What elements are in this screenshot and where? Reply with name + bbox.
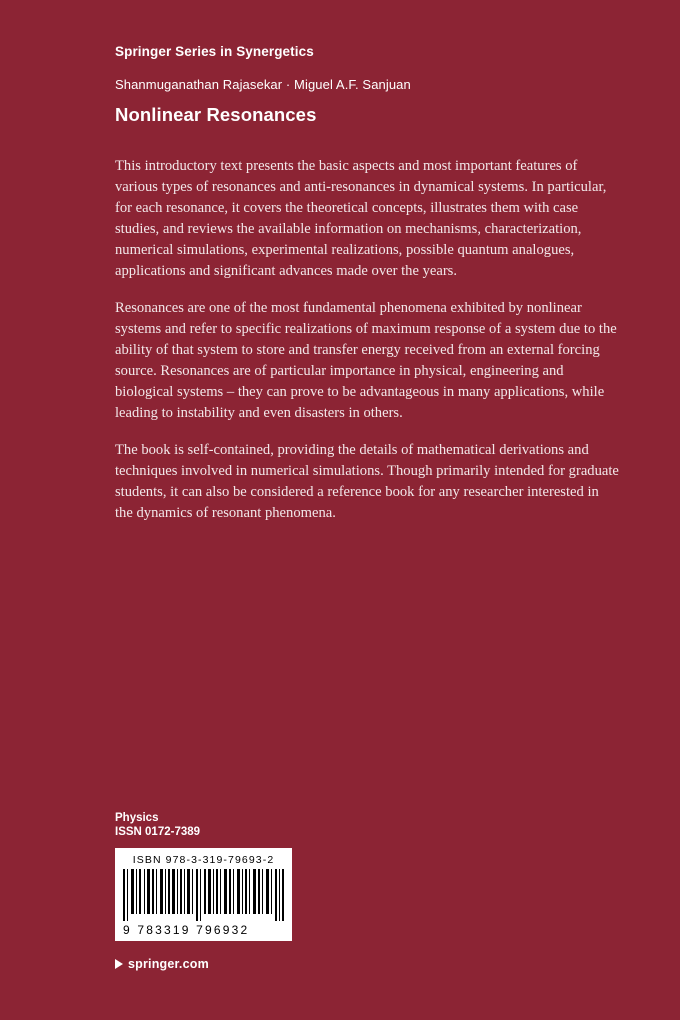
barcode	[115, 848, 292, 941]
cover-content	[115, 44, 620, 524]
subject-label: Physics	[115, 812, 159, 824]
publisher-line	[115, 957, 620, 971]
blurb-paragraph: Resonances are one of the most fundamental phenomena exhibited by nonlinear systems and refer to specific realizations of maximum response of a system due to the ability of that system to store and transfer energy received from an external forcing source. Resonances are of particular importance in physical, engineering and biological systems – they can prove to be advantageous in many applications, while leading to instability and even disasters in others.	[115, 300, 617, 421]
isbn-text: ISBN 978-3-319-79693-2	[132, 854, 275, 866]
cover-footer	[115, 812, 620, 971]
page-title: Nonlinear Resonances	[115, 104, 317, 125]
series-title: Springer Series in Synergetics	[115, 44, 314, 59]
authors: Shanmuganathan Rajasekar · Miguel A.F. Sanjuan	[115, 77, 411, 92]
blurb	[115, 156, 620, 524]
triangle-right-icon	[115, 959, 123, 969]
publisher-url: springer.com	[128, 957, 209, 971]
barcode-bars-icon	[121, 869, 286, 921]
blurb-paragraph: This introductory text presents the basic aspects and most important features of various types of resonances and anti-resonances in dynamical systems. In particular, for each resonance, it covers the theoretical concepts, illustrates them with case studies, and reviews the available information on mechanisms, characterization, numerical simulations, experimental realizations, possible quantum analogues, applications and significant advances made over the years.	[115, 158, 607, 279]
barcode-digits: 9 783319 796932	[123, 923, 250, 937]
issn-label: ISSN 0172-7389	[115, 826, 201, 838]
blurb-paragraph: The book is self-contained, providing the details of mathematical derivations and techniques involved in numerical simulations. Though primarily intended for graduate students, it can also be considered a reference book for any researcher interested in the dynamics of resonant phenomena.	[115, 442, 619, 521]
